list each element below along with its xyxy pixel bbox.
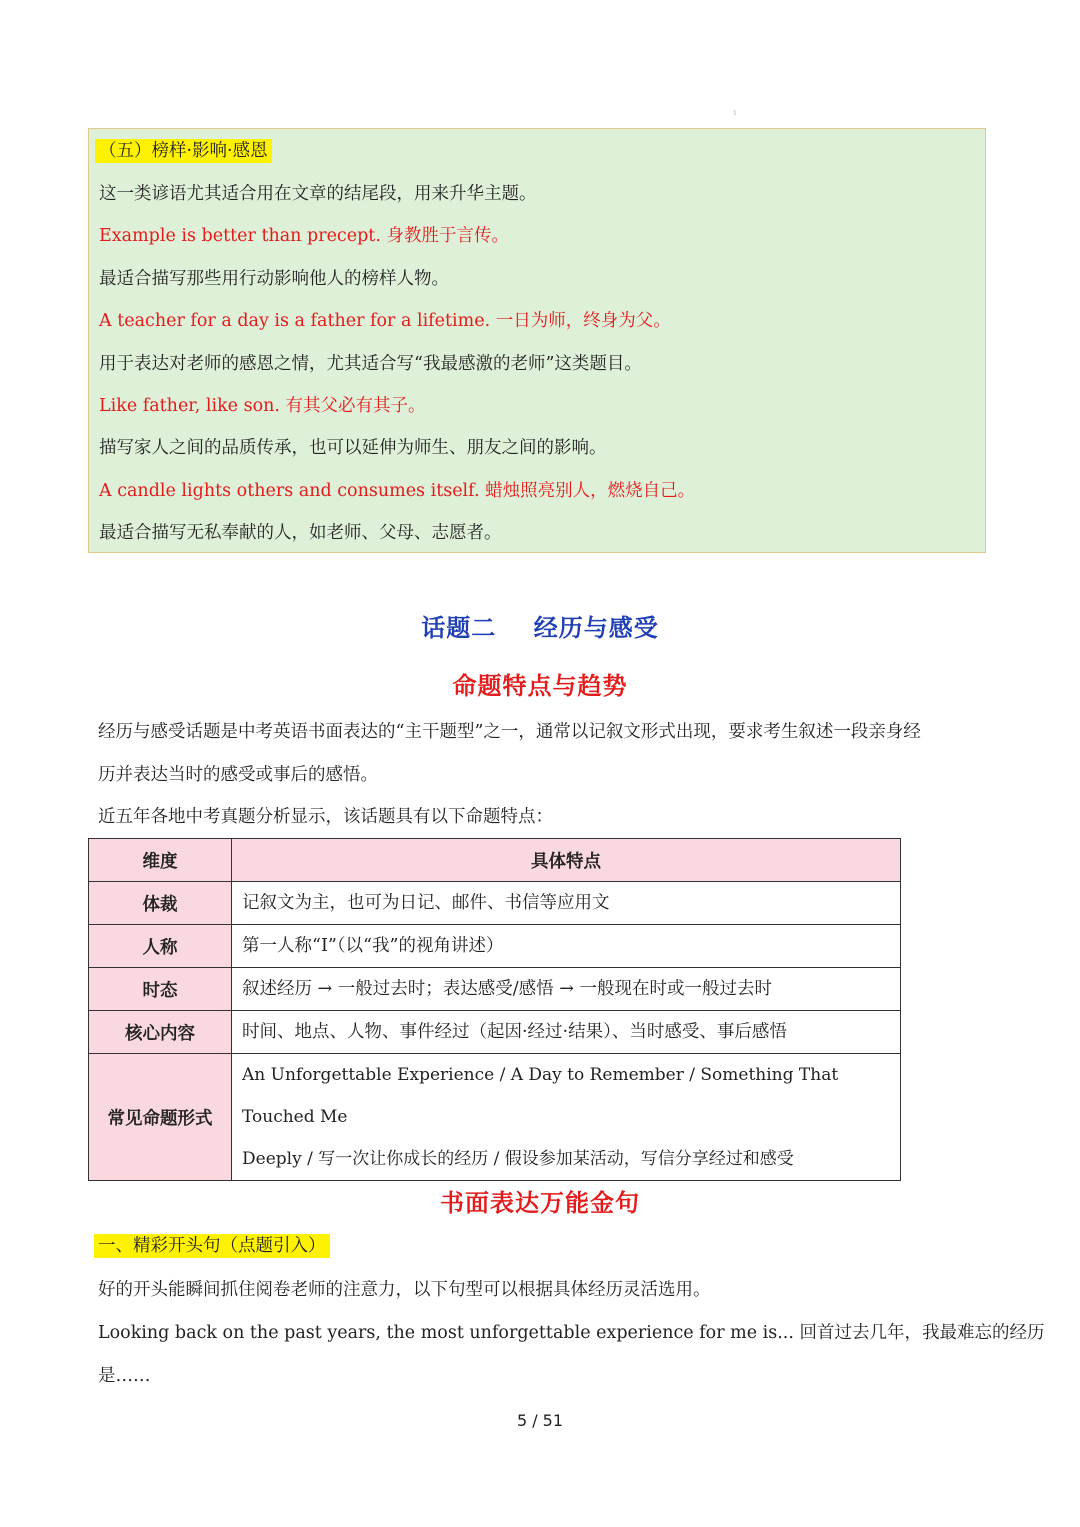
topic-title: 话题二 经历与感受 <box>421 613 659 642</box>
box-proverb: Example is better than precept. 身教胜于言传。 <box>99 226 509 246</box>
table-row <box>89 1011 901 1054</box>
sub-heading: 一、精彩开头句（点题引入） <box>98 1234 330 1258</box>
box-proverb: A teacher for a day is a father for a lifetime. 一日为师，终身为父。 <box>99 311 671 331</box>
section-title: 书面表达万能金句 <box>440 1188 640 1217</box>
table-row <box>89 882 901 925</box>
table-header-row <box>89 839 901 882</box>
intro-paragraph: 经历与感受话题是中考英语书面表达的“主干题型”之一，通常以记叙文形式出现，要求考生叙述一段亲身经 <box>98 722 921 742</box>
row-value: 记叙文为主，也可为日记、邮件、书信等应用文 <box>232 882 901 925</box>
row-value-line: Deeply / 写一次让你成长的经历 / 假设参加某活动，写信分享经过和感受 <box>242 1149 794 1169</box>
section-title: 命题特点与趋势 <box>452 671 628 700</box>
intro-paragraph: 历并表达当时的感受或事后的感悟。 <box>98 765 378 785</box>
box-heading: （五）榜样·影响·感恩 <box>99 139 272 163</box>
proverb-box <box>88 128 986 553</box>
table-header-cell: 维度 <box>89 839 232 882</box>
paragraph: Looking back on the past years, the most unforgettable experience for me is... 回首过去几年，我最难忘的经历 <box>98 1323 1045 1343</box>
box-line: 用于表达对老师的感恩之情，尤其适合写“我最感激的老师”这类题目。 <box>99 354 642 374</box>
row-value-line: An Unforgettable Experience / A Day to Remember / Something That Touched Me <box>242 1065 839 1127</box>
row-value: 时间、地点、人物、事件经过（起因·经过·结果）、当时感受、事后感悟 <box>232 1011 901 1054</box>
row-label: 体裁 <box>89 882 232 925</box>
row-label: 人称 <box>89 925 232 968</box>
box-proverb: Like father, like son. 有其父必有其子。 <box>99 396 426 416</box>
page-mark: 1 <box>733 110 737 117</box>
table-row <box>89 925 901 968</box>
box-line: 这一类谚语尤其适合用在文章的结尾段，用来升华主题。 <box>99 184 537 204</box>
page-number: 5 / 51 <box>516 1411 564 1430</box>
row-label: 常见命题形式 <box>89 1054 232 1181</box>
row-label: 核心内容 <box>89 1011 232 1054</box>
box-line: 描写家人之间的品质传承，也可以延伸为师生、朋友之间的影响。 <box>99 438 607 458</box>
table-row <box>89 968 901 1011</box>
box-line: 最适合描写无私奉献的人，如老师、父母、志愿者。 <box>99 523 502 543</box>
row-value: 叙述经历 → 一般过去时；表达感受/感悟 → 一般现在时或一般过去时 <box>232 968 901 1011</box>
row-label: 时态 <box>89 968 232 1011</box>
row-value <box>232 1054 901 1181</box>
paragraph: 是…… <box>98 1366 151 1386</box>
row-value: 第一人称“I”（以“我”的视角讲述） <box>232 925 901 968</box>
box-proverb: A candle lights others and consumes itself. 蜡烛照亮别人，燃烧自己。 <box>99 481 696 501</box>
box-line: 最适合描写那些用行动影响他人的榜样人物。 <box>99 269 449 289</box>
paragraph: 好的开头能瞬间抓住阅卷老师的注意力，以下句型可以根据具体经历灵活选用。 <box>98 1280 711 1300</box>
intro-paragraph: 近五年各地中考真题分析显示，该话题具有以下命题特点： <box>98 807 553 827</box>
table-row <box>89 1054 901 1181</box>
features-table <box>88 838 901 1181</box>
table-header-cell: 具体特点 <box>232 839 901 882</box>
